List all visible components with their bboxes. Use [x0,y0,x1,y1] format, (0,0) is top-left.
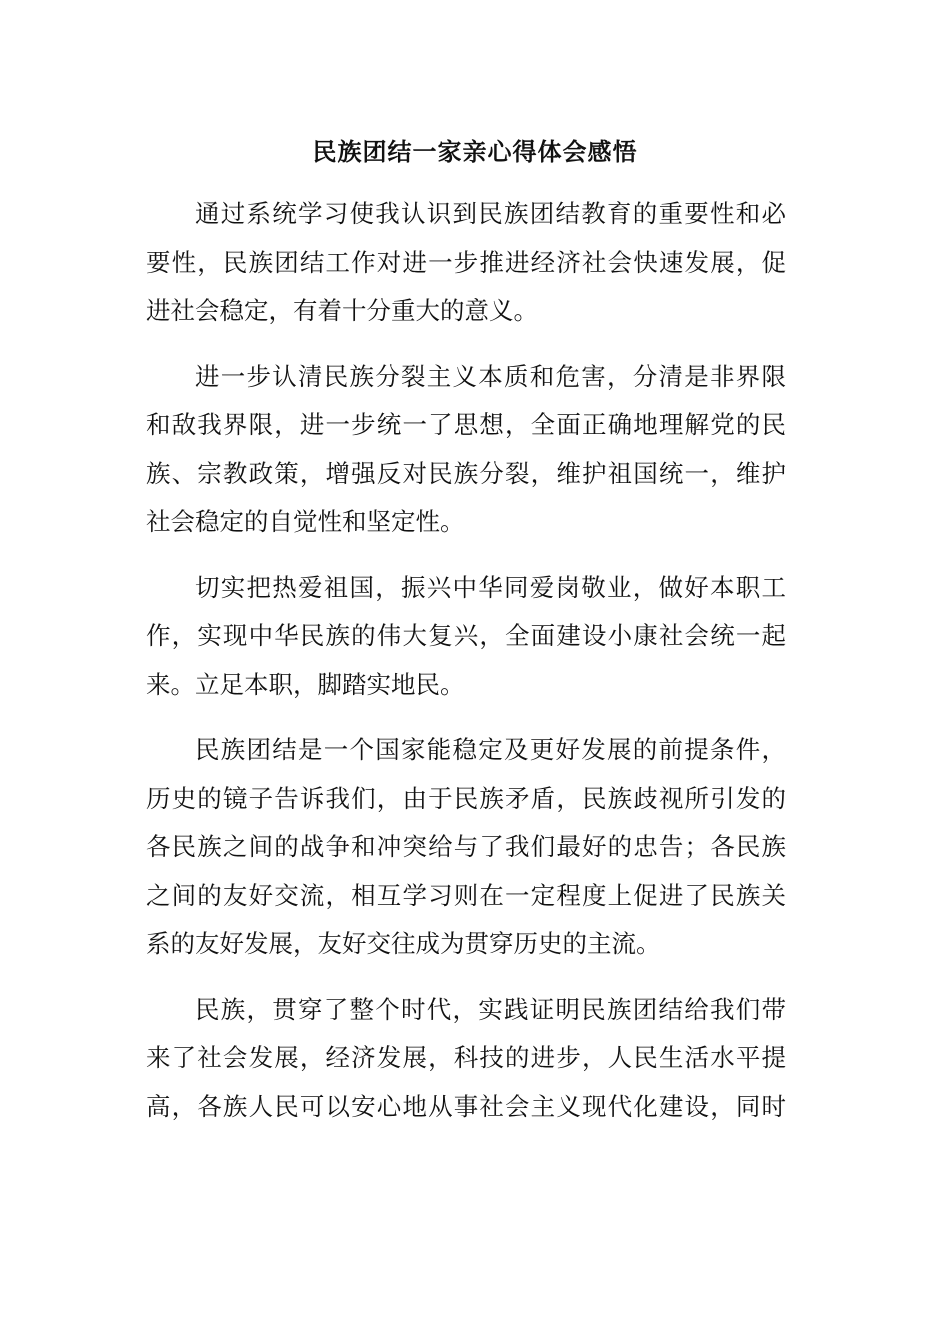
paragraph-line: 民族团结是一个国家能稳定及更好发展的前提条件， [195,735,786,764]
paragraph-3 [146,564,786,710]
paragraph-line: 族、宗教政策，增强反对民族分裂，维护祖国统一，维护 [146,458,786,488]
paragraph-line: 民族，贯穿了整个时代，实践证明民族团结给我们带 [195,994,786,1024]
paragraph-2 [146,353,786,547]
document-body [146,190,786,1148]
paragraph-line: 进社会稳定，有着十分重大的意义。 [146,296,538,325]
paragraph-5 [146,986,786,1132]
paragraph-line: 来。立足本职，脚踏实地民。 [146,669,465,699]
paragraph-line: 作，实现中华民族的伟大复兴，全面建设小康社会统一起 [146,621,786,650]
paragraph-line: 各民族之间的战争和冲突给与了我们最好的忠告；各民族 [146,832,786,861]
paragraph-line: 通过系统学习使我认识到民族团结教育的重要性和必 [195,199,786,228]
paragraph-4 [146,726,786,969]
paragraph-line: 高，各族人民可以安心地从事社会主义现代化建设，同时 [146,1091,786,1121]
paragraph-line: 和敌我界限，进一步统一了思想，全面正确地理解党的民 [146,410,786,439]
paragraph-line: 切实把热爱祖国，振兴中华同爱岗敬业，做好本职工 [195,572,786,602]
paragraph-line: 要性，民族团结工作对进一步推进经济社会快速发展，促 [146,247,786,277]
paragraph-line: 之间的友好交流，相互学习则在一定程度上促进了民族关 [146,880,786,910]
paragraph-line: 系的友好发展，友好交往成为贯穿历史的主流。 [146,929,661,958]
document-title: 民族团结一家亲心得体会感悟 [312,137,638,166]
paragraph-line: 社会稳定的自觉性和坚定性。 [146,507,465,536]
paragraph-1 [146,190,786,336]
paragraph-line: 历史的镜子告诉我们，由于民族矛盾，民族歧视所引发的 [146,783,786,813]
paragraph-line: 来了社会发展，经济发展，科技的进步，人民生活水平提 [146,1043,786,1072]
paragraph-line: 进一步认清民族分裂主义本质和危害，分清是非界限 [195,361,786,391]
